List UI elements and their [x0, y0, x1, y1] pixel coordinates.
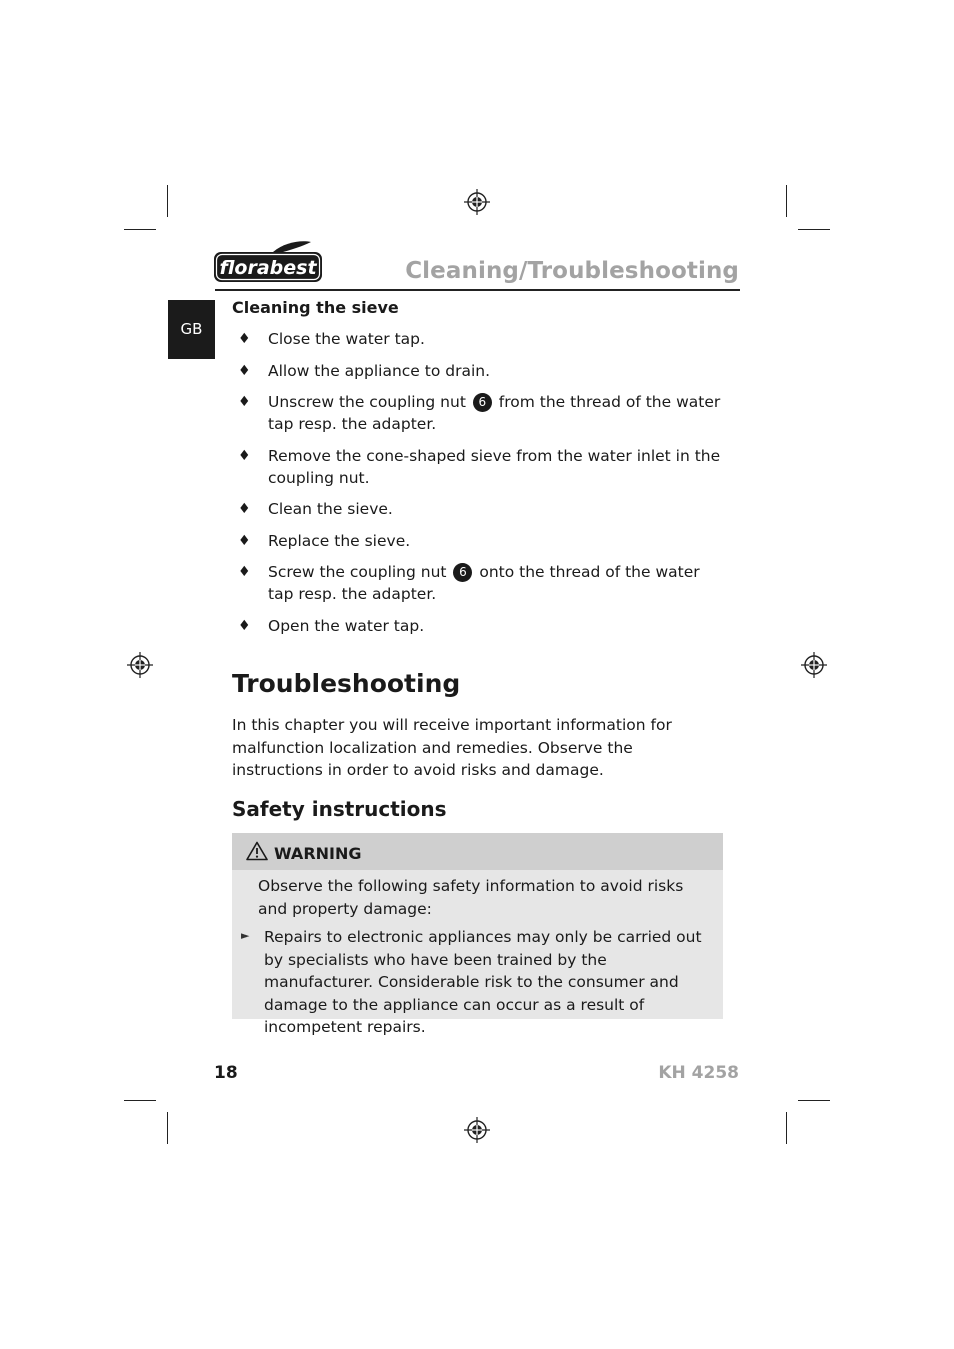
registration-mark-icon — [464, 189, 490, 215]
crop-mark — [167, 1112, 168, 1144]
diamond-bullet-icon: ♦ — [238, 448, 251, 464]
diamond-bullet-icon: ♦ — [238, 533, 251, 549]
crop-mark — [786, 185, 787, 217]
crop-mark — [798, 229, 830, 230]
diamond-bullet-icon: ♦ — [238, 501, 251, 517]
diamond-bullet-icon: ♦ — [238, 331, 251, 347]
diamond-bullet-icon: ♦ — [238, 394, 251, 410]
part-number-badge: 6 — [473, 393, 492, 412]
registration-mark-icon — [464, 1117, 490, 1143]
crop-mark — [786, 1112, 787, 1144]
page-number: 18 — [214, 1063, 238, 1083]
troubleshooting-heading: Troubleshooting — [232, 669, 461, 698]
warning-triangle-icon — [246, 841, 268, 861]
crop-mark — [798, 1100, 830, 1101]
warning-item: Repairs to electronic appliances may only be carried out by specialists who have been trained by the manufacturer. Considerable risk to the consumer and damage to the appliance can occur as a result of incompetent repairs. — [264, 928, 702, 1036]
crop-mark — [124, 1100, 156, 1101]
model-number: KH 4258 — [658, 1063, 739, 1083]
warning-box — [232, 833, 723, 1036]
troubleshooting-intro: In this chapter you will receive important information for malfunction localization and remedies. Observe the instructions in order to avoid risks and damage. — [232, 716, 672, 779]
diamond-bullet-icon: ♦ — [238, 363, 251, 379]
warning-label: WARNING — [274, 844, 362, 863]
part-number-badge: 6 — [453, 563, 472, 582]
warning-header — [232, 833, 723, 870]
crop-mark — [167, 185, 168, 217]
warning-intro: Observe the following safety information to avoid risks and property damage: — [258, 877, 684, 918]
safety-instructions-heading: Safety instructions — [232, 797, 447, 821]
crop-mark — [124, 229, 156, 230]
triangle-arrow-icon: ► — [241, 929, 250, 942]
language-tab: GB — [168, 300, 215, 359]
cleaning-sieve-heading: Cleaning the sieve — [232, 298, 399, 317]
section-title: Cleaning/Troubleshooting — [405, 258, 739, 284]
florabest-logo — [213, 240, 325, 284]
registration-mark-icon — [801, 652, 827, 678]
header-rule — [215, 289, 740, 291]
diamond-bullet-icon: ♦ — [238, 564, 251, 580]
registration-mark-icon — [127, 652, 153, 678]
diamond-bullet-icon: ♦ — [238, 618, 251, 634]
brand-wordmark: florabest — [219, 257, 317, 279]
